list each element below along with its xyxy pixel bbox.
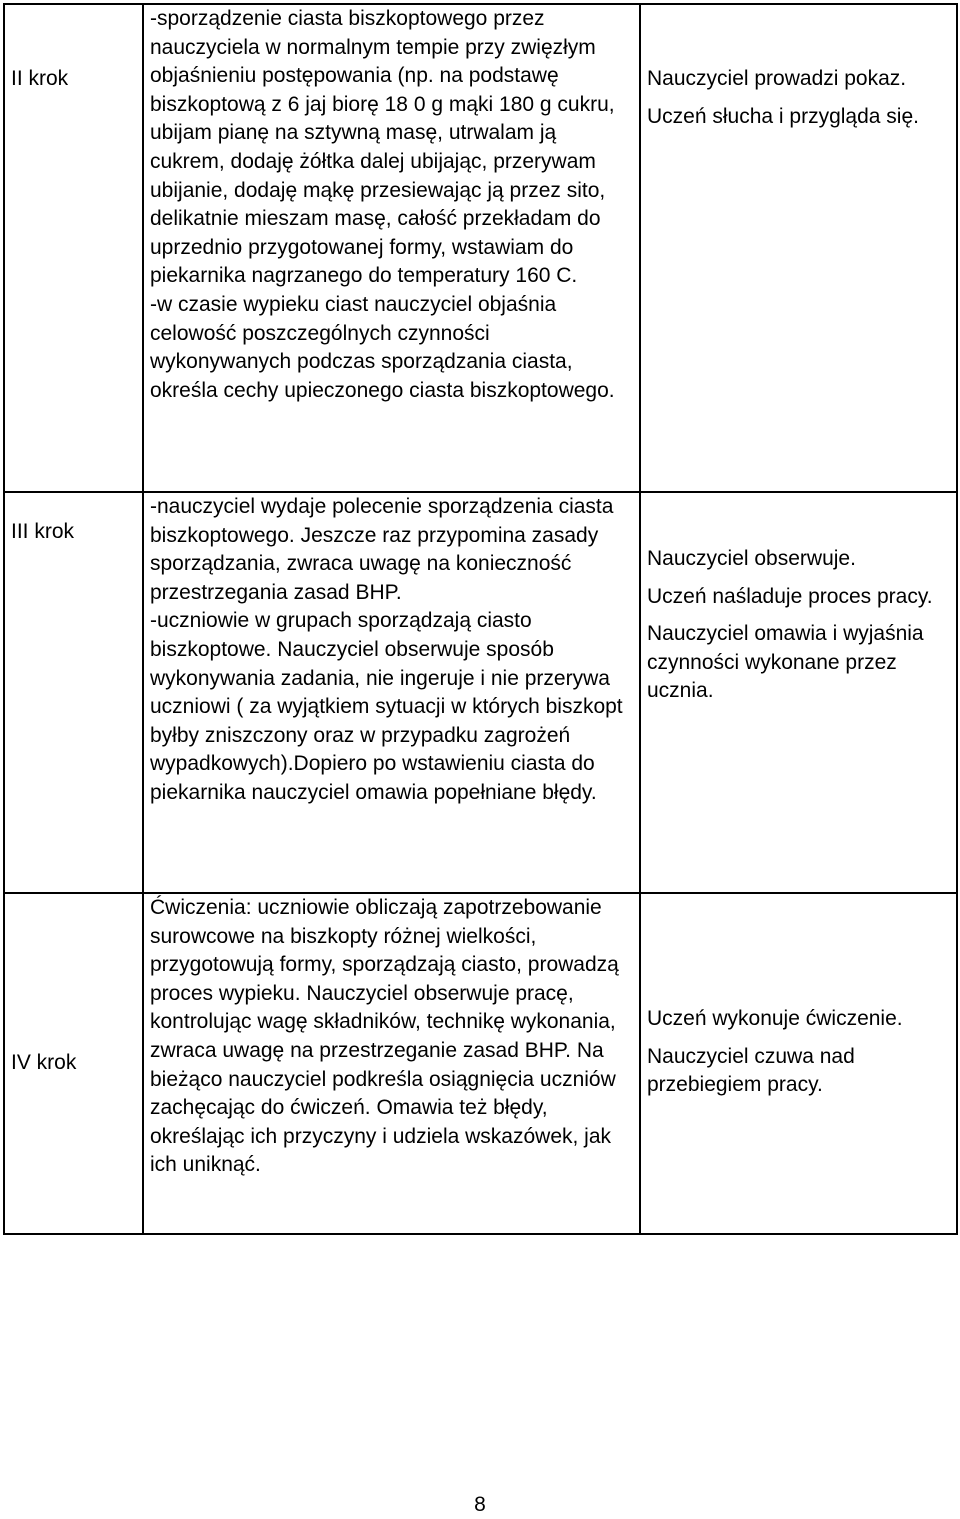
roles-cell — [640, 893, 957, 1234]
role-paragraph: Uczeń słucha i przygląda się. — [647, 104, 919, 128]
role-paragraph: Uczeń naśladuje proces pracy. — [647, 584, 933, 608]
description-paragraph: -nauczyciel wydaje polecenie sporządzenia ciasta biszkoptowego. Jeszcze raz przypomina zasady sporządzania, zwraca uwagę na konieczność przestrzegania zasad BHP. — [150, 495, 614, 604]
step-label: III krok — [11, 520, 75, 543]
step-label: IV krok — [11, 1051, 77, 1075]
description-paragraph: -w czasie wypieku ciast nauczyciel objaśnia celowość poszczególnych czynności wykonywanych podczas sporządzania ciasta, określa cechy upieczonego ciasta biszkoptowego. — [150, 292, 615, 402]
table-row — [4, 492, 957, 893]
role-paragraph: Nauczyciel obserwuje. — [647, 547, 856, 570]
description-cell — [143, 492, 640, 893]
role-paragraph: Uczeń wykonuje ćwiczenie. — [647, 1007, 903, 1031]
page-number: 8 — [474, 1493, 486, 1516]
table-row — [4, 4, 957, 492]
lesson-steps-table — [3, 3, 958, 1235]
description-paragraph: Ćwiczenia: uczniowie obliczają zapotrzebowanie surowcowe na biszkopty różnej wielkości, przygotowują formy, sporządzają ciasto, prowadzą proces wypieku. Nauczyciel obserwuje pracę, kontrolując wagę składników, technikę wykonania, zwraca uwagę na przestrzeganie zasad BHP. Na bieżąco nauczyciel podkreśla osiągnięcia uczniów zachęcając do ćwiczeń. Omawia też błędy, określając ich przyczyny i udziela wskazówek, jak ich uniknąć. — [150, 896, 619, 1177]
step-cell — [4, 4, 143, 492]
role-paragraph: Nauczyciel omawia i wyjaśnia czynności wykonane przez ucznia. — [647, 622, 924, 703]
step-cell — [4, 492, 143, 893]
table-row — [4, 893, 957, 1234]
roles-cell — [640, 492, 957, 893]
step-cell — [4, 893, 143, 1234]
description-cell — [143, 893, 640, 1234]
roles-cell — [640, 4, 957, 492]
role-paragraph: Nauczyciel czuwa nad przebiegiem pracy. — [647, 1044, 855, 1097]
description-cell — [143, 4, 640, 492]
description-paragraph: -uczniowie w grupach sporządzają ciasto biszkoptowe. Nauczyciel obserwuje sposób wykonywania zadania, nie ingeruje i nie przerywa uczniowi ( za wyjątkiem sytuacji w których biszkopt byłby zniszczony oraz w przypadku zagrożeń wypadkowych).Dopiero po wstawieniu ciasta do piekarnika nauczyciel omawia popełniane błędy. — [150, 609, 623, 804]
role-paragraph: Nauczyciel prowadzi pokaz. — [647, 67, 907, 90]
step-label: II krok — [11, 67, 69, 90]
description-paragraph: -sporządzenie ciasta biszkoptowego przez nauczyciela w normalnym tempie przy zwięzłym objaśnieniu postępowania (np. na podstawę biszkoptową z 6 jaj biorę 18 0 g mąki 180 g cukru, ubijam pianę na sztywną masę, utrwalam ją cukrem, dodaję żółtka dalej ubijając, przerywam ubijanie, dodaję mąkę przesiewając ją przez sito, delikatnie mieszam masę, całość przekładam do uprzednio przygotowanej formy, wstawiam do piekarnika nagrzanego do temperatury 160 C. — [150, 7, 615, 288]
